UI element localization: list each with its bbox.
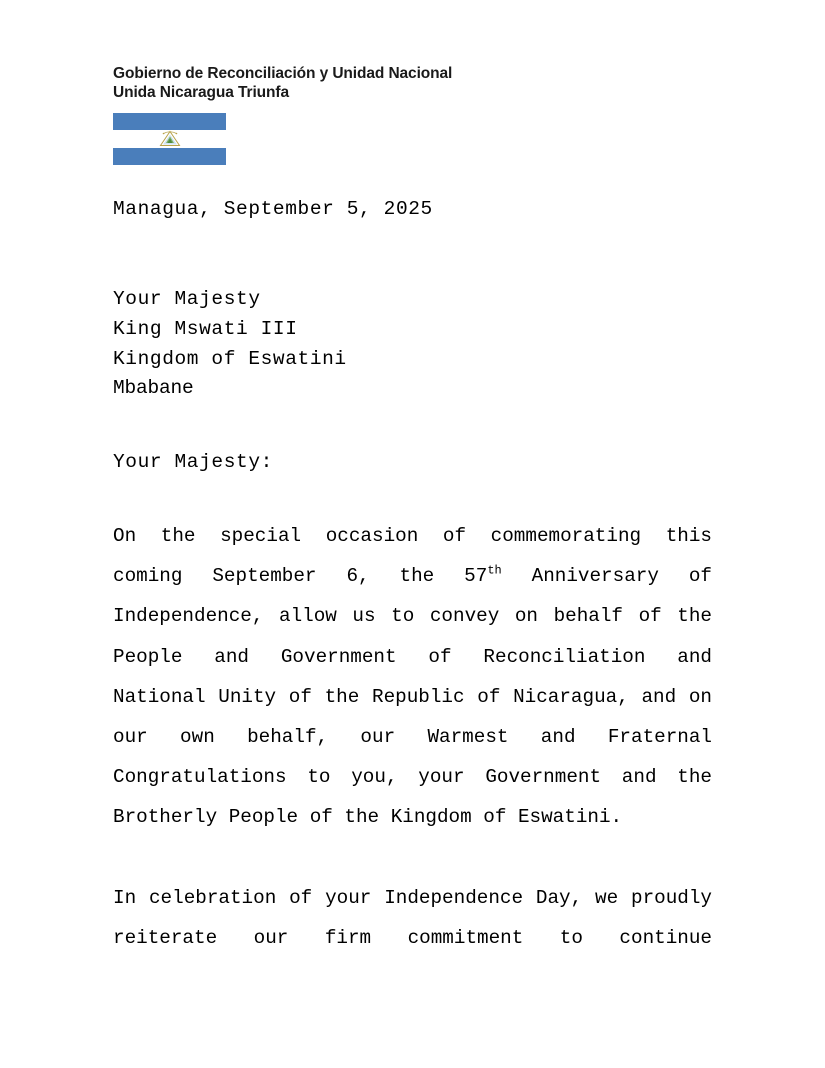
salutation: Your Majesty:	[113, 451, 273, 474]
address-line-country: Kingdom of Eswatini	[113, 347, 347, 370]
address-line-salutation: Your Majesty	[113, 288, 261, 310]
address-line-city: Mbabane	[113, 377, 194, 400]
body-paragraph-2: In celebration of your Independence Day, we proudly reiterate our firm commitment to continue	[113, 886, 712, 949]
ordinal-suffix: th	[487, 563, 502, 578]
date-line: Managua, September 5, 2025	[113, 198, 433, 220]
paragraph-1-text-before-ordinal: On the special occasion of commemorating this coming September 6, the 57	[113, 524, 712, 588]
body-paragraph-1	[113, 516, 712, 838]
nicaragua-flag-icon	[113, 113, 226, 165]
flag-emblem-icon	[159, 130, 181, 148]
letterhead	[113, 64, 713, 102]
letterhead-line-2: Unida Nicaragua Triunfa	[113, 84, 289, 101]
flag-band-top	[113, 113, 226, 130]
paragraph-1-text-after-ordinal: Anniversary of Independence, allow us to convey on behalf of the People and Government of Reconciliation and National Unity of the Republic of Nicaragua, and on our own behalf, our Warmest and Fraternal Congratulations to you, your Government and the Brotherly People of the Kingdom of Eswatini.	[113, 565, 712, 829]
letter-body	[113, 196, 712, 958]
flag-band-bottom	[113, 148, 226, 165]
letterhead-line-1: Gobierno de Reconciliación y Unidad Nacional	[113, 65, 453, 82]
flag-band-middle	[113, 130, 226, 148]
address-line-name: King Mswati III	[113, 317, 298, 340]
recipient-address-block	[113, 285, 712, 404]
